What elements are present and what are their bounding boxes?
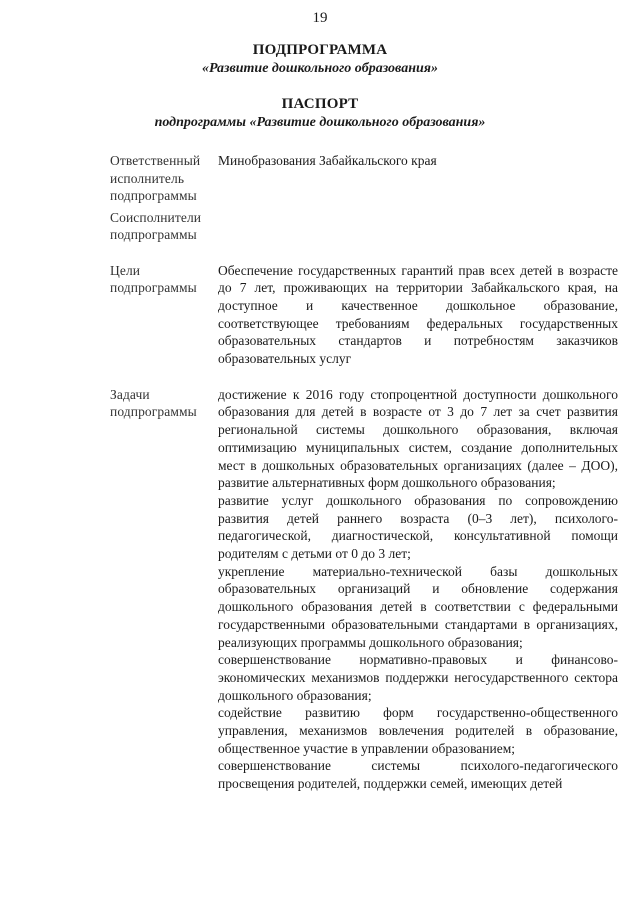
task-item: укрепление материально-технической базы дошкольных образовательных организаций и обновление содержания дошкольного образования детей в соответствии с федеральными государственными образовательными стандартами в организациях, реализующих программы дошкольного образования;	[218, 563, 618, 650]
row-value-tasks	[218, 386, 618, 793]
row-label-tasks: Задачи подпрограммы	[110, 386, 197, 420]
task-item: совершенствование системы психолого-педагогического просвещения родителей, поддержки семей, имеющих детей	[218, 758, 618, 792]
task-item: совершенствование нормативно-правовых и финансово-экономических механизмов поддержки негосударственного сектора дошкольного образования;	[218, 652, 618, 703]
subprogram-title: ПОДПРОГРАММА	[252, 42, 388, 58]
row-label-goals: Цели подпрограммы	[110, 262, 197, 295]
row-value-goals: Обеспечение государственных гарантий прав всех детей в возрасте до 7 лет, проживающих на территории Забайкальского края, на доступное и качественное дошкольное образование, соответствующее требованиям федеральных государственных образовательных стандартов и потребностям заказчиков образовательных услуг	[218, 262, 618, 367]
passport-heading	[0, 96, 640, 131]
passport-row-coexecutors	[110, 209, 618, 244]
page-number: 19	[312, 10, 328, 26]
passport-table	[110, 152, 618, 793]
row-label-executor: Ответственный исполнитель подпрограммы	[110, 153, 201, 203]
task-item: достижение к 2016 году стопроцентной доступности дошкольного образования для детей в возрасте от 3 до 7 лет за счет развития региональной системы дошкольного образования, включая оптимизацию муниципальных систем, создание дополнительных мест в дошкольных образовательных организациях (далее – ДОО), развитие альтернативных форм дошкольного образования;	[218, 386, 618, 491]
subprogram-subtitle: «Развитие дошкольного образования»	[202, 61, 438, 76]
passport-title: ПАСПОРТ	[281, 96, 359, 112]
task-item: развитие услуг дошкольного образования по сопровождению развития детей раннего возраста (0–3 лет), психолого-педагогической, диагностической, консультативной помощи родителям с детьми от 0 до 3 лет;	[218, 492, 618, 562]
passport-subtitle: подпрограммы «Развитие дошкольного образования»	[154, 115, 486, 130]
task-item: содействие развитию форм государственно-общественного управления, механизмов вовлечения родителей в образование, общественное участие в управлении образованием;	[218, 705, 618, 756]
row-label-coexecutors: Соисполнители подпрограммы	[110, 209, 202, 242]
subprogram-heading	[0, 42, 640, 77]
passport-row-goals	[110, 262, 618, 368]
passport-row-executor	[110, 152, 618, 205]
row-value-executor: Минобразования Забайкальского края	[218, 153, 437, 168]
passport-row-tasks	[110, 386, 618, 793]
